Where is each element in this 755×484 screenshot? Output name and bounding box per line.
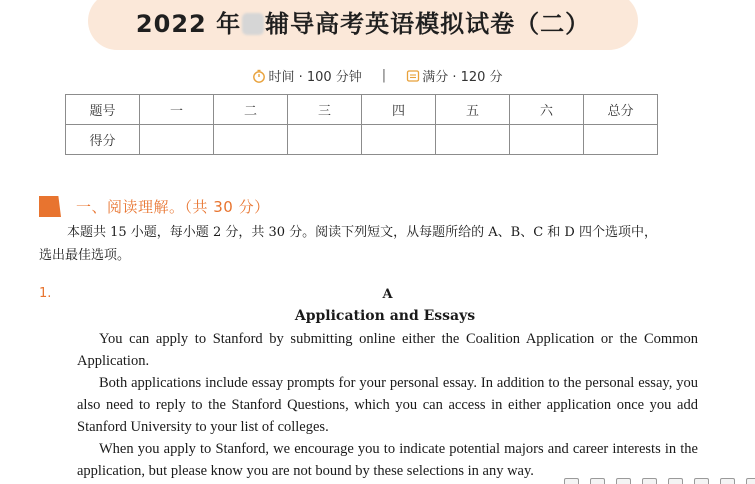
- toolbar-button-icon[interactable]: [616, 478, 631, 484]
- toolbar-button-icon[interactable]: [720, 478, 735, 484]
- redacted-patch: [242, 13, 264, 35]
- score-entry-cell[interactable]: [362, 125, 436, 155]
- title-suffix: 辅导高考英语模拟试卷（二）: [265, 9, 591, 38]
- passage-paragraph: Both applications include essay prompts for your personal essay. In addition to the personal essay, you also need to reply to the Stanford Questions, which you can access in either application once you add Stanford University to your list of colleges.: [77, 375, 698, 435]
- table-cell: 一: [140, 95, 214, 125]
- score-entry-cell[interactable]: [288, 125, 362, 155]
- toolbar-button-icon[interactable]: [590, 478, 605, 484]
- time-label: 时间 · 100 分钟: [268, 70, 362, 85]
- toolbar-button-icon[interactable]: [694, 478, 709, 484]
- passage-letter: A: [382, 287, 393, 302]
- score-info: [406, 66, 502, 85]
- passage-paragraph: You can apply to Stanford by submitting online either the Coalition Application or the Common Application.: [77, 331, 698, 369]
- table-cell: 题号: [66, 95, 140, 125]
- table-header-row: [66, 95, 658, 125]
- title-banner: [88, 0, 638, 50]
- section-title: 一、阅读理解。（共 30 分）: [76, 198, 270, 216]
- toolbar-button-icon[interactable]: [668, 478, 683, 484]
- score-entry-cell[interactable]: [214, 125, 288, 155]
- meta-separator: |: [381, 68, 387, 83]
- table-cell: 总分: [584, 95, 658, 125]
- passage-paragraph: When you apply to Stanford, we encourage you to indicate potential majors and career interests in the application, but please know you are not bound by these selections in any way.: [77, 441, 698, 479]
- exam-meta: [0, 66, 755, 85]
- score-label: 满分 · 120 分: [422, 70, 503, 85]
- time-info: [252, 66, 361, 85]
- instruction-line: 本题共 15 小题，每小题 2 分，共 30 分。阅读下列短文，从每题所给的 A、B、C 和 D 四个选项中，: [67, 225, 657, 240]
- table-cell: 六: [510, 95, 584, 125]
- question-number: 1.: [39, 286, 52, 301]
- score-entry-cell[interactable]: [140, 125, 214, 155]
- page-title: [136, 4, 590, 39]
- stopwatch-icon: [252, 69, 266, 83]
- passage-title: Application and Essays: [294, 308, 476, 324]
- table-cell: 三: [288, 95, 362, 125]
- score-entry-cell[interactable]: [584, 125, 658, 155]
- score-entry-cell[interactable]: [510, 125, 584, 155]
- toolbar-button-icon[interactable]: [642, 478, 657, 484]
- toolbar-button-icon[interactable]: [746, 478, 755, 484]
- table-cell: 得分: [66, 125, 140, 155]
- instruction-line: 选出最佳选项。: [39, 248, 131, 263]
- section-instruction: [39, 221, 699, 267]
- bottom-toolbar: [564, 478, 755, 484]
- passage-body: [77, 328, 698, 482]
- score-table: [65, 94, 658, 155]
- toolbar-button-icon[interactable]: [564, 478, 579, 484]
- section-heading: [39, 196, 270, 217]
- table-cell: 五: [436, 95, 510, 125]
- title-prefix: 2022 年: [135, 9, 242, 38]
- score-badge-icon: [406, 69, 420, 83]
- table-cell: 二: [214, 95, 288, 125]
- section-marker-icon: [39, 196, 61, 217]
- table-cell: 四: [362, 95, 436, 125]
- table-score-row: [66, 125, 658, 155]
- score-entry-cell[interactable]: [436, 125, 510, 155]
